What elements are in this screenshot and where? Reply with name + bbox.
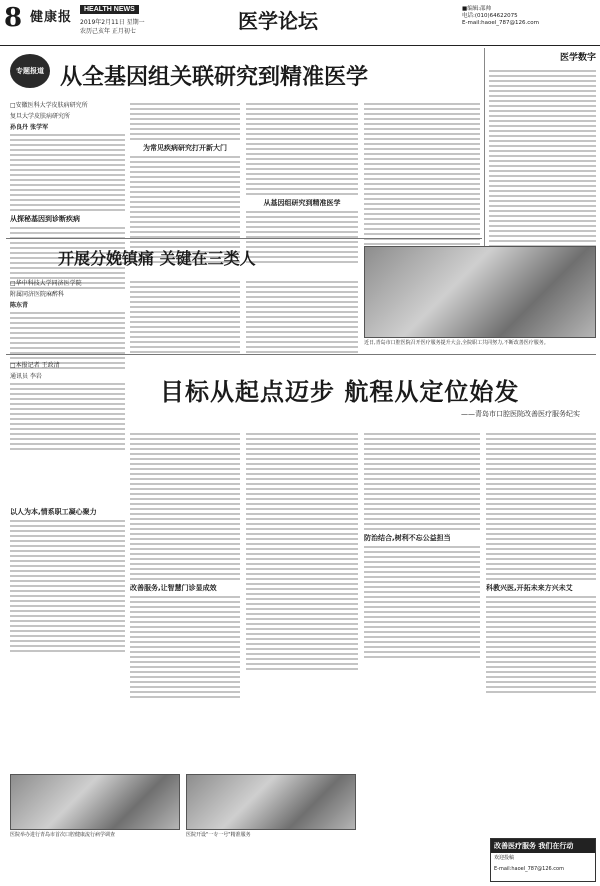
right-column-head: 医学数字 xyxy=(559,53,596,63)
mid-byline-2: 附属同济医院麻醉科 xyxy=(10,291,65,298)
article-text xyxy=(246,103,358,195)
masthead xyxy=(0,0,600,46)
mid-story-headline: 开展分娩镇痛 关键在三类人 xyxy=(58,249,256,268)
feature-col-4 xyxy=(364,430,480,661)
feature-byline xyxy=(10,360,125,453)
feature-col-2 xyxy=(130,430,240,701)
top-story-subhead-3: 从基因组研究到精准医学 xyxy=(263,199,341,207)
divider xyxy=(6,238,482,239)
left-bottom-photo xyxy=(10,774,180,830)
section-title: 医学论坛 xyxy=(238,9,318,33)
feature-col-1 xyxy=(10,504,125,655)
mid-story-col-1 xyxy=(10,278,125,372)
feature-headline-box xyxy=(160,372,580,419)
article-text xyxy=(10,383,125,450)
phone-line: 电话:(010)64622075 xyxy=(462,13,518,19)
email-line: E-mail:haoel_787@126.com xyxy=(462,20,539,26)
byline-institution-1: □安徽医科大学皮肤病研究所 xyxy=(10,102,88,109)
article-text xyxy=(486,433,596,580)
hospital-photo xyxy=(364,246,596,338)
photo-caption: 近日,青岛市口腔医院召开医疗服务提升大会,全院职工共同努力,不断改善医疗服务。 xyxy=(364,340,549,346)
top-story-col-2 xyxy=(130,100,240,266)
page-number: 8 xyxy=(4,3,23,33)
mid-byline-author: 陈东青 xyxy=(10,302,29,309)
feature-reporter: □本报记者 王政清 xyxy=(10,362,60,369)
article-text xyxy=(130,281,240,353)
mid-story-col-3 xyxy=(246,278,358,356)
promo-title: 改善医疗服务 我们在行动 xyxy=(491,839,595,853)
paper-name: 健康报 xyxy=(30,10,73,25)
article-text xyxy=(246,433,358,670)
top-story-col-3 xyxy=(246,100,358,266)
article-text xyxy=(486,596,596,693)
banner-headline: 从全基因组关联研究到精准医学 xyxy=(60,65,369,90)
article-text xyxy=(130,103,240,140)
article-text xyxy=(246,281,358,353)
promo-box xyxy=(490,838,596,882)
article-text xyxy=(10,134,125,211)
english-tag: HEALTH NEWS xyxy=(80,5,139,14)
article-text xyxy=(364,103,480,250)
top-story-subhead-2: 为常见疾病研究打开新大门 xyxy=(143,144,227,152)
byline-institution-2: 复旦大学皮肤病研究所 xyxy=(10,113,71,120)
mid-story-headline-box xyxy=(58,246,378,269)
byline-authors: 孙良丹 张学军 xyxy=(10,124,49,131)
top-story-col-4 xyxy=(364,100,480,253)
special-report-stamp: 专题报道 xyxy=(10,54,50,88)
divider xyxy=(6,354,596,355)
feature-subhead-3: 防治结合,树利不忘公益担当 xyxy=(364,534,451,542)
feature-subhead-1: 以人为本,情系职工凝心聚力 xyxy=(10,508,97,516)
article-text xyxy=(364,433,480,530)
editor-info xyxy=(462,6,596,27)
feature-correspondent: 通讯员 李岩 xyxy=(10,373,42,380)
feature-subhead-2: 改善服务,让智慧门诊显成效 xyxy=(130,584,217,592)
feature-headline: 目标从起点迈步 航程从定位始发 xyxy=(160,378,520,406)
feature-subhead-4: 科教兴医,开拓未来方兴未艾 xyxy=(486,584,573,592)
left-photo-caption: 医院举办进行青岛市首次口腔健康流行病学调查 xyxy=(10,832,116,838)
issue-line: 农历己亥年 正月初七 xyxy=(80,28,136,35)
mid-byline-1: □华中科技大学同济医学院 xyxy=(10,280,82,287)
promo-text-2: E-mail:haoel_787@126.com xyxy=(494,866,564,872)
date-line: 2019年2月11日 星期一 xyxy=(80,19,145,26)
article-text xyxy=(130,596,240,698)
feature-col-3 xyxy=(246,430,358,673)
promo-text-1: 欢迎投稿 xyxy=(494,855,515,861)
article-text xyxy=(130,433,240,580)
right-photo-caption: 医院开设"一专一号"精准服务 xyxy=(186,832,251,838)
top-story-subhead-1: 从探秘基因到诊断疾病 xyxy=(10,215,80,223)
feature-banner xyxy=(10,54,480,94)
mid-story-col-2 xyxy=(130,278,240,356)
editor-line: ■编辑:邵帅 xyxy=(462,6,492,12)
article-text xyxy=(364,546,480,658)
feature-subhead: ——青岛市口腔医院改善医疗服务纪实 xyxy=(461,410,580,418)
right-bottom-photo xyxy=(186,774,356,830)
feature-col-5 xyxy=(486,430,596,696)
article-text xyxy=(10,520,125,652)
